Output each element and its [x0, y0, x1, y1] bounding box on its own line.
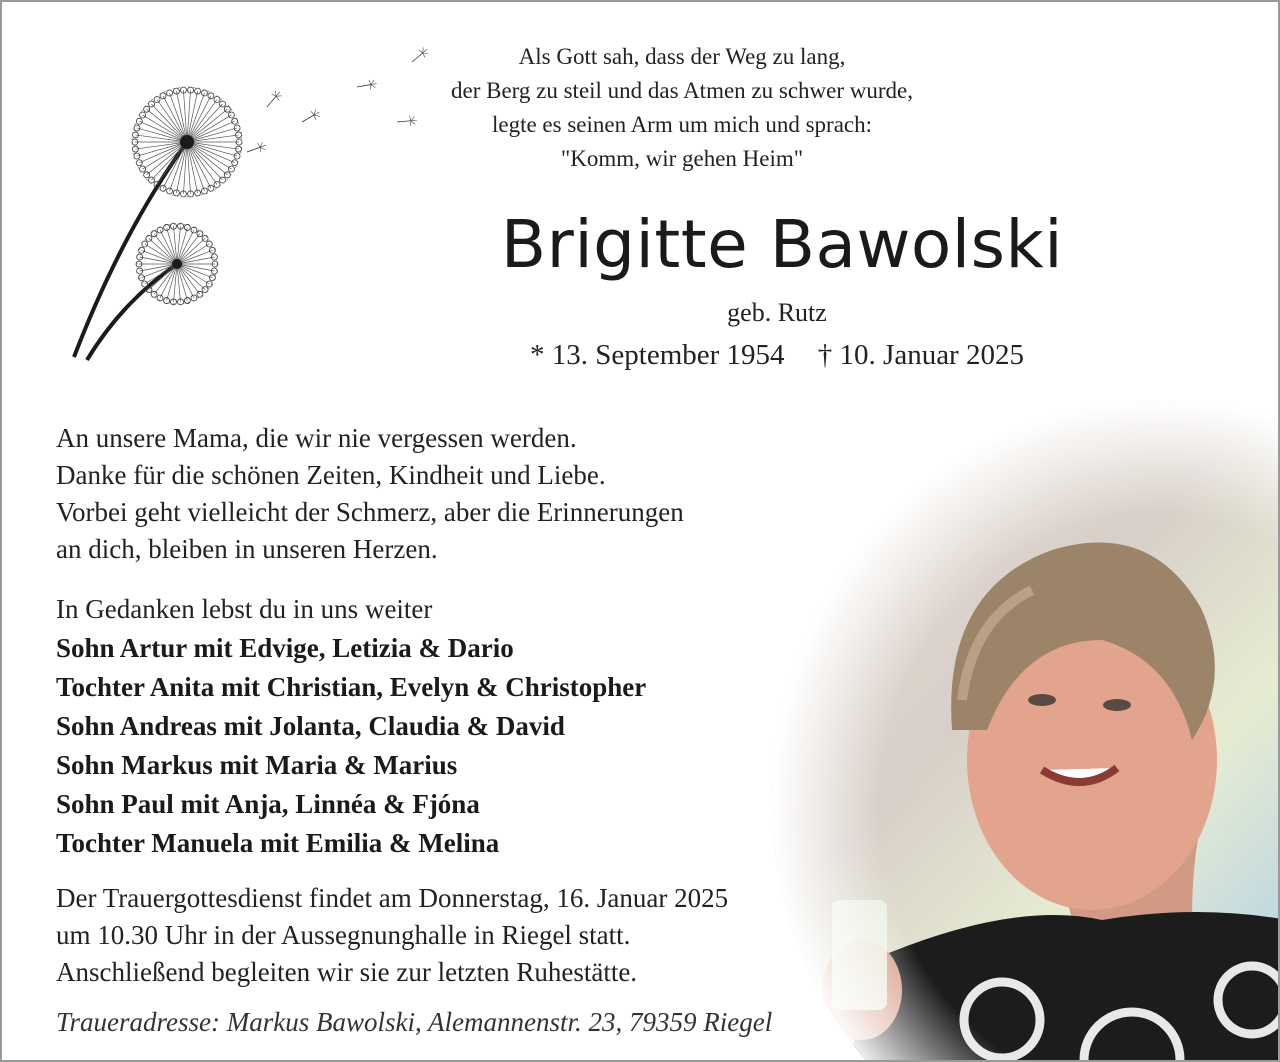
message-line: An unsere Mama, die wir nie vergessen werden.	[56, 423, 577, 453]
family-member: Sohn Markus mit Maria & Marius	[56, 750, 458, 780]
verse-line: Als Gott sah, dass der Weg zu lang,	[518, 44, 846, 69]
service-line: Der Trauergottesdienst findet am Donnerstag, 16. Januar 2025	[56, 883, 729, 913]
family-intro: In Gedanken lebst du in uns weiter	[56, 594, 433, 624]
mourning-address: Traueradresse: Markus Bawolski, Alemannenstr. 23, 79359 Riegel	[56, 1007, 773, 1037]
birth-date: * 13. September 1954	[530, 339, 785, 371]
verse-line: "Komm, wir gehen Heim"	[560, 146, 804, 171]
death-date: † 10. Januar 2025	[817, 339, 1024, 371]
service-info	[56, 880, 728, 991]
verse-line: der Berg zu steil und das Atmen zu schwer wurde,	[450, 78, 913, 103]
portrait-photo	[772, 400, 1280, 1062]
dandelion-icon	[62, 32, 452, 372]
deceased-name: Brigitte Bawolski	[500, 206, 1064, 283]
family-member: Sohn Artur mit Edvige, Letizia & Dario	[56, 633, 514, 663]
family-member: Tochter Anita mit Christian, Evelyn & Christopher	[56, 672, 647, 702]
message	[56, 420, 684, 568]
message-line: an dich, bleiben in unseren Herzen.	[56, 534, 438, 564]
family-member: Sohn Andreas mit Jolanta, Claudia & David	[56, 711, 565, 741]
family-member: Tochter Manuela mit Emilia & Melina	[56, 828, 500, 858]
life-dates	[452, 339, 1102, 372]
verse	[422, 40, 942, 176]
service-line: Anschließend begleiten wir sie zur letzten Ruhestätte.	[56, 957, 638, 987]
message-line: Danke für die schönen Zeiten, Kindheit und Liebe.	[56, 460, 606, 490]
family-list	[56, 590, 646, 863]
birth-name: geb. Rutz	[727, 298, 827, 327]
family-member: Sohn Paul mit Anja, Linnéa & Fjóna	[56, 789, 480, 819]
service-line: um 10.30 Uhr in der Aussegnunghalle in Riegel statt.	[56, 920, 631, 950]
verse-line: legte es seinen Arm um mich und sprach:	[491, 112, 873, 137]
message-line: Vorbei geht vielleicht der Schmerz, aber die Erinnerungen	[56, 497, 684, 527]
